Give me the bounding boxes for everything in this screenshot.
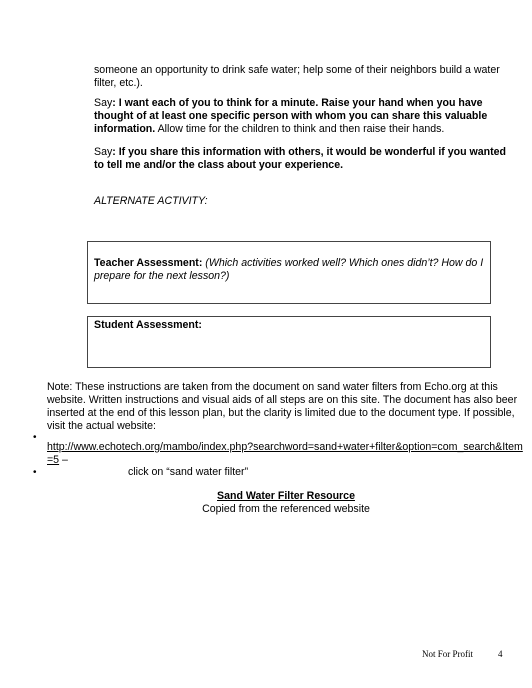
say-label: Say	[94, 97, 113, 109]
echotech-link[interactable]: http://www.echotech.org/mambo/index.php?searchword=sand+water+filter&option=com_search&Item	[47, 441, 523, 453]
note-line-3: inserted at the end of this lesson plan, but the clarity is limited due to the document type. If possible,	[47, 407, 515, 419]
student-assessment-box	[87, 316, 491, 368]
say-bold-line-1: : I want each of you to think for a minute. Raise your hand when you have	[112, 97, 483, 109]
intro-paragraph	[94, 64, 514, 90]
echotech-link-continued[interactable]: =5	[47, 454, 60, 466]
url-bullet	[47, 441, 527, 467]
teacher-assessment-prompt-1: (Which activities worked well? Which ones didn’t? How do I	[202, 257, 484, 269]
url-dash: –	[59, 454, 68, 466]
resource-title: Sand Water Filter Resource	[217, 490, 355, 502]
resource-subtitle: Copied from the referenced website	[202, 503, 370, 515]
say-bold-line-2: thought of at least one specific person with whom you can share this valuable	[94, 110, 488, 122]
click-instruction: click on “sand water filter”	[128, 466, 249, 478]
footer-not-for-profit: Not For Profit	[422, 649, 474, 659]
say-rest-line-3: Allow time for the children to think and then raise their hands.	[155, 123, 445, 135]
note-line-2: website. Written instructions and visual aids of all steps are on this site. The document has also beer	[47, 394, 518, 406]
teacher-assessment-label: Teacher Assessment:	[94, 257, 203, 269]
say-paragraph-1	[94, 97, 524, 136]
student-assessment-label: Student Assessment:	[94, 319, 202, 331]
page-number: 4	[498, 649, 503, 659]
say2-bold-line-1: : If you share this information with others, it would be wonderful if you wanted	[112, 146, 507, 158]
note-line-4: visit the actual website:	[47, 420, 156, 432]
resource-heading	[0, 490, 532, 516]
say-paragraph-2	[94, 146, 524, 172]
say-bold-line-3: information.	[94, 123, 156, 135]
say-label: Say	[94, 146, 113, 158]
say2-bold-line-2: to tell me and/or the class about your experience.	[94, 159, 344, 171]
intro-line-1: someone an opportunity to drink safe water; help some of their neighbors build a water	[94, 64, 500, 76]
note-paragraph	[47, 381, 527, 433]
teacher-assessment-box	[87, 241, 491, 304]
note-line-1: Note: These instructions are taken from the document on sand water filters from Echo.org at this	[47, 381, 498, 393]
teacher-assessment-prompt-2: prepare for the next lesson?)	[94, 270, 230, 282]
intro-line-2: filter, etc.).	[94, 77, 143, 89]
bullet-icon: •	[33, 467, 37, 478]
alternate-activity-heading: ALTERNATE ACTIVITY:	[94, 195, 208, 207]
bullet-icon: •	[33, 432, 37, 443]
